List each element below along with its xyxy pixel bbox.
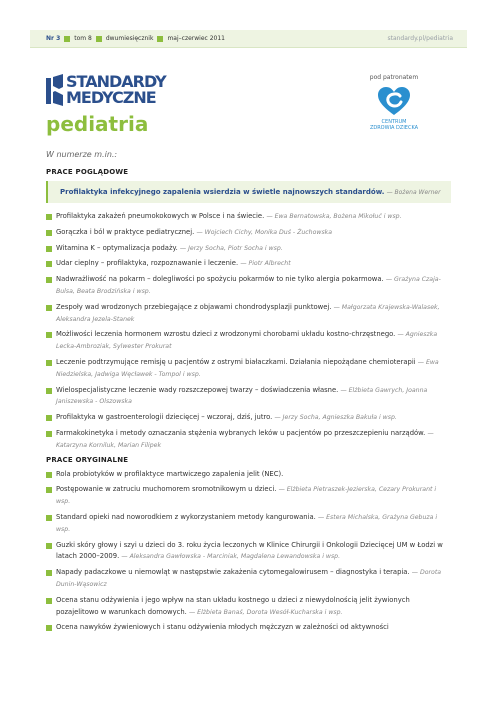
patronage-label: pod patronatem <box>369 74 419 81</box>
article-item[interactable] <box>46 258 451 270</box>
intro-text: W numerze m.in.: <box>46 150 118 159</box>
journal-url[interactable]: standardy.pl/pediatria <box>387 35 453 42</box>
bullet-square-icon <box>46 261 52 267</box>
article-authors: — Ewa Niedzielska, Jadwiga Węcławek - Tompol i wsp. <box>56 358 439 378</box>
article-item[interactable] <box>46 622 451 634</box>
patronage-org-line2: ZDROWIA DZIECKA <box>369 125 419 131</box>
article-title: Guzki skóry głowy i szyi u dzieci do 3. roku życia leczonych w Klinice Chirurgii i Onkologii Dziecięcej UM w Łodzi w latach 2000–2009. <box>56 540 443 561</box>
article-authors: — Grażyna Czaja-Bulsa, Beata Brodzińska i wsp. <box>56 276 441 295</box>
featured-article[interactable] <box>46 181 451 203</box>
article-item[interactable] <box>46 302 451 326</box>
article-title: Udar cieplny – profilaktyka, rozpoznawanie i leczenie. <box>56 259 239 268</box>
article-item[interactable] <box>46 211 451 223</box>
article-item[interactable] <box>46 512 451 536</box>
journal-logo <box>46 74 246 138</box>
bullet-square-icon <box>64 36 70 42</box>
article-authors: — Wojciech Cichy, Monika Duś - Żuchowska <box>196 228 333 236</box>
frequency: dwumiesięcznik <box>105 35 154 42</box>
article-title: Standard opieki nad noworodkiem z wykorzystaniem metody kangurowania. <box>56 512 316 521</box>
logo-line2: MEDYCZNE <box>66 88 156 107</box>
article-title: Leczenie podtrzymujące remisję u pacjentów z ostrymi białaczkami. Działania niepożądane chemioterapii <box>56 357 416 366</box>
bullet-square-icon <box>46 598 52 604</box>
article-authors: — Aleksandra Gawłowska - Marciniak, Magdalena Lewandowska i wsp. <box>121 553 341 561</box>
article-item[interactable] <box>46 595 451 619</box>
issue-number: Nr 3 <box>46 35 61 42</box>
article-item[interactable] <box>46 243 451 255</box>
article-title: Wielospecjalistyczne leczenie wady rozszczepowej twarzy – doświadczenia własne. <box>56 385 339 394</box>
logo-mark-icon <box>46 74 66 106</box>
bullet-square-icon <box>46 230 52 236</box>
featured-article-authors: — Bożena Werner <box>386 189 441 196</box>
article-item[interactable] <box>46 484 451 508</box>
bullet-square-icon <box>46 415 52 421</box>
period: maj–czerwiec 2011 <box>167 35 225 42</box>
article-item[interactable] <box>46 567 451 591</box>
review-articles-list <box>46 211 451 452</box>
article-authors: — Elżbieta Gawrych, Joanna Janiszewska - Olszowska <box>56 386 428 406</box>
bullet-square-icon <box>46 543 52 549</box>
bullet-square-icon <box>96 36 102 42</box>
article-authors: — Estera Michalska, Grażyna Gebuza i wsp. <box>56 513 438 533</box>
logo-line1: STANDARDY <box>66 72 166 91</box>
article-authors: — Dorota Dunin-Wąsowicz <box>56 569 442 588</box>
issue-info <box>46 35 225 42</box>
bullet-square-icon <box>46 472 52 478</box>
article-title: Profilaktyka w gastroenterologii dziecięcej – wczoraj, dziś, jutro. <box>56 413 273 422</box>
bullet-square-icon <box>46 625 52 631</box>
article-item[interactable] <box>46 412 451 424</box>
article-title: Postępowanie w zatruciu muchomorem sromotnikowym u dzieci. <box>56 485 277 494</box>
article-title: Ocena nawyków żywieniowych i stanu odżywienia młodych mężczyzn w zależności od aktywności <box>56 623 389 632</box>
article-item[interactable] <box>46 428 451 452</box>
top-info-bar <box>30 30 467 48</box>
bullet-square-icon <box>46 277 52 283</box>
article-item[interactable] <box>46 329 451 353</box>
article-item[interactable] <box>46 469 451 481</box>
article-item[interactable] <box>46 227 451 239</box>
czd-heart-logo-icon <box>377 87 411 117</box>
bullet-square-icon <box>46 305 52 311</box>
bullet-square-icon <box>46 487 52 493</box>
article-authors: — Ewa Bernatowska, Bożena Mikołuć i wsp. <box>266 213 402 220</box>
article-title: Zespoły wad wrodzonych przebiegające z objawami chondrodysplazji punktowej. <box>56 302 332 311</box>
contents-list <box>46 150 451 638</box>
volume: tom 8 <box>74 35 92 42</box>
original-articles-list <box>46 469 451 635</box>
article-item[interactable] <box>46 274 451 298</box>
article-title: Farmakokinetyka i metody oznaczania stężenia wybranych leków u pacjentów po przeszczepieniu narządów. <box>56 428 426 437</box>
article-authors: — Elżbieta Banaś, Dorota Wesół-Kucharska i wsp. <box>189 608 343 616</box>
patronage-org-line1: CENTRUM <box>381 119 407 125</box>
article-title: Rola probiotyków w profilaktyce martwiczego zapalenia jelit (NEC). <box>56 469 284 478</box>
bullet-square-icon <box>46 570 52 576</box>
article-authors: — Małgorzata Krajewska-Walasek, Aleksandra Jezela-Stanek <box>56 303 440 323</box>
featured-article-title: Profilaktyka infekcyjnego zapalenia wsierdzia w świetle najnowszych standardów. <box>60 188 385 196</box>
bullet-square-icon <box>46 360 52 366</box>
section-title: PRACE POGLĄDOWE <box>46 168 129 176</box>
section-title: PRACE ORYGINALNE <box>46 455 129 464</box>
article-title: Witamina K – optymalizacja podaży. <box>56 243 178 252</box>
bullet-square-icon <box>46 431 52 437</box>
article-item[interactable] <box>46 357 451 381</box>
article-authors: — Elżbieta Pietraszek-Jezierska, Cezary Prokurant i wsp. <box>56 486 437 506</box>
bullet-square-icon <box>46 388 52 394</box>
article-authors: — Jerzy Socha, Agnieszka Bakuła i wsp. <box>274 414 397 422</box>
patronage-block <box>356 74 432 131</box>
article-authors: — Jerzy Socha, Piotr Socha i wsp. <box>179 244 283 252</box>
journal-subtitle: pediatria <box>46 112 149 136</box>
bullet-square-icon <box>157 36 163 42</box>
bullet-square-icon <box>46 515 52 521</box>
bullet-square-icon <box>46 214 52 220</box>
bullet-square-icon <box>46 246 52 252</box>
article-title: Możliwości leczenia hormonem wzrostu dzieci z wrodzonymi chorobami układu kostno-chrzęstnego. <box>56 330 396 339</box>
article-title: Napady padaczkowe u niemowląt w następstwie zakażenia cytomegalowirusem – diagnostyka i terapia. <box>56 568 410 577</box>
article-authors: — Katarzyna Korniluk, Marian Filipek <box>56 429 434 449</box>
article-title: Profilaktyka zakażeń pneumokokowych w Polsce i na świecie. <box>56 212 265 220</box>
article-title: Nadwrażliwość na pokarm – dolegliwości po spożyciu pokarmów to nie tylko alergia pokarmowa. <box>56 275 384 284</box>
article-item[interactable] <box>46 385 451 409</box>
article-title: Gorączka i ból w praktyce pediatrycznej. <box>56 227 195 236</box>
article-title: Ocena stanu odżywienia i jego wpływ na stan układu kostnego u dzieci z niewydolnością jelit żywionych pozajelitowo w warunkach domowych. <box>56 595 410 616</box>
bullet-square-icon <box>46 332 52 338</box>
article-authors: — Agnieszka Lecka-Ambroziak, Sylwester Prokurat <box>56 331 438 351</box>
article-authors: — Piotr Albrecht <box>240 260 291 268</box>
article-item[interactable] <box>46 540 451 564</box>
